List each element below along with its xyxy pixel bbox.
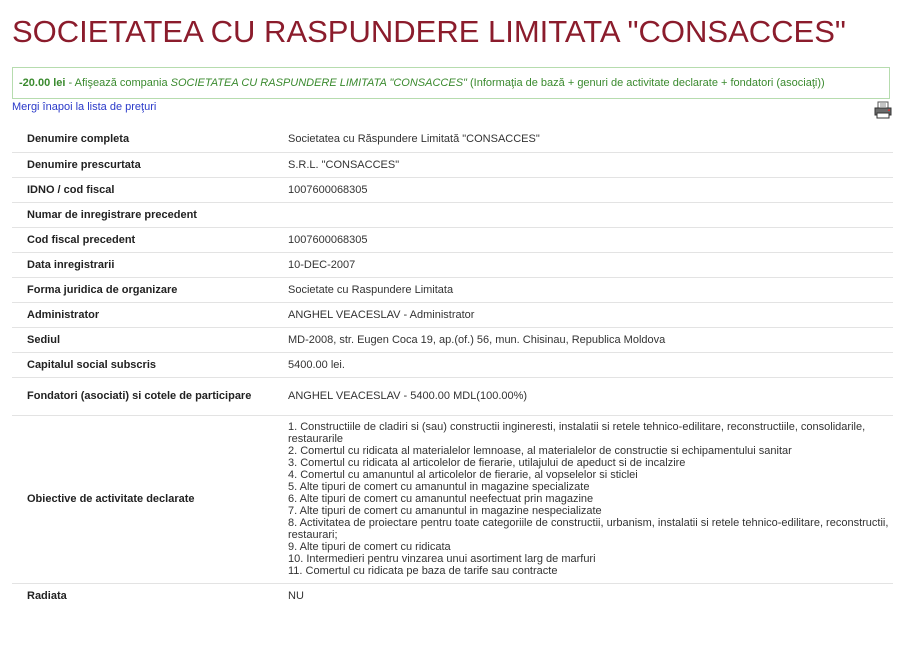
list-item: 3. Comertul cu ridicata al articolelor de fierarie, utilajului de apeduct si de incalzire	[288, 457, 686, 469]
row-value: Societatea cu Răspundere Limitată "CONSACCES"	[288, 127, 893, 152]
printer-icon[interactable]	[874, 101, 892, 119]
table-row	[12, 127, 893, 152]
list-item: 4. Comertul cu amanuntul al articolelor de fierarie, al vopselelor si sticlei	[288, 469, 638, 481]
row-value: S.R.L. "CONSACCES"	[288, 152, 893, 177]
row-value	[288, 202, 893, 227]
row-label: Radiata	[27, 590, 67, 603]
table-row	[12, 202, 893, 227]
offer-text-after: (Informaţia de bază + genuri de activitate declarate + fondatori (asociaţi))	[466, 77, 825, 89]
row-value: Societate cu Raspundere Limitata	[288, 277, 893, 302]
page-title: SOCIETATEA CU RASPUNDERE LIMITATA "CONSACCES"	[12, 14, 846, 49]
offer-text-before: - Afişează compania	[65, 77, 171, 89]
table-row	[12, 227, 893, 252]
back-to-prices-link[interactable]: Mergi înapoi la lista de preţuri	[12, 101, 157, 113]
offer-price: -20.00 lei	[19, 77, 66, 89]
table-row	[12, 583, 893, 609]
offer-banner[interactable]	[12, 67, 890, 99]
row-label: Capitalul social subscris	[12, 352, 288, 377]
row-value: ANGHEL VEACESLAV - Administrator	[288, 302, 893, 327]
table-row	[12, 377, 893, 415]
list-item: 5. Alte tipuri de comert cu amanuntul in magazine specializate	[288, 481, 590, 493]
row-label: Data inregistrarii	[12, 252, 288, 277]
table-row	[12, 277, 893, 302]
table-row	[12, 252, 893, 277]
table-row	[12, 352, 893, 377]
row-value: MD-2008, str. Eugen Coca 19, ap.(of.) 56, mun. Chisinau, Republica Moldova	[288, 327, 893, 352]
row-label: Forma juridica de organizare	[12, 277, 288, 302]
table-row	[12, 152, 893, 177]
row-label: Numar de inregistrare precedent	[12, 202, 288, 227]
company-info-table	[12, 127, 893, 609]
row-label: Obiective de activitate declarate	[12, 415, 288, 583]
row-label: Cod fiscal precedent	[12, 227, 288, 252]
offer-company-name: SOCIETATEA CU RASPUNDERE LIMITATA "CONSACCES"	[170, 77, 467, 89]
list-item: 6. Alte tipuri de comert cu amanuntul neefectuat prin magazine	[288, 493, 594, 505]
list-item: 1. Constructiile de cladiri si (sau) constructii ingineresti, instalatii si retele tehnico-edilitare, reconstructiile, consolidarile, restaurarile	[288, 421, 866, 445]
table-row	[12, 327, 893, 352]
row-value: 10-DEC-2007	[288, 252, 893, 277]
table-row	[12, 302, 893, 327]
row-label: Denumire completa	[12, 127, 288, 152]
list-item: 10. Intermedieri pentru vinzarea unui asortiment larg de marfuri	[288, 553, 596, 565]
row-value: ANGHEL VEACESLAV - 5400.00 MDL(100.00%)	[288, 377, 893, 415]
row-value: NU	[288, 590, 304, 603]
row-value: 1007600068305	[288, 227, 893, 252]
table-row	[12, 177, 893, 202]
list-item: 8. Activitatea de proiectare pentru toate categoriile de constructii, urbanism, instalatii si retele tehnico-edilitare, reconstructii, restaurari;	[288, 517, 889, 541]
row-label: IDNO / cod fiscal	[12, 177, 288, 202]
activities-list	[288, 421, 893, 577]
activities-cell	[288, 415, 893, 583]
row-label: Denumire prescurtata	[12, 152, 288, 177]
row-label: Sediul	[12, 327, 288, 352]
list-item: 7. Alte tipuri de comert cu amanuntul in magazine nespecializate	[288, 505, 602, 517]
row-label: Fondatori (asociati) si cotele de participare	[12, 377, 288, 415]
list-item: 11. Comertul cu ridicata pe baza de tarife sau contracte	[288, 565, 558, 577]
row-value: 1007600068305	[288, 177, 893, 202]
table-row	[12, 415, 893, 583]
row-label: Administrator	[12, 302, 288, 327]
list-item: 9. Alte tipuri de comert cu ridicata	[288, 541, 451, 553]
list-item: 2. Comertul cu ridicata al materialelor lemnoase, al materialelor de constructie si echipamentului sanitar	[288, 445, 792, 457]
row-value: 5400.00 lei.	[288, 352, 893, 377]
